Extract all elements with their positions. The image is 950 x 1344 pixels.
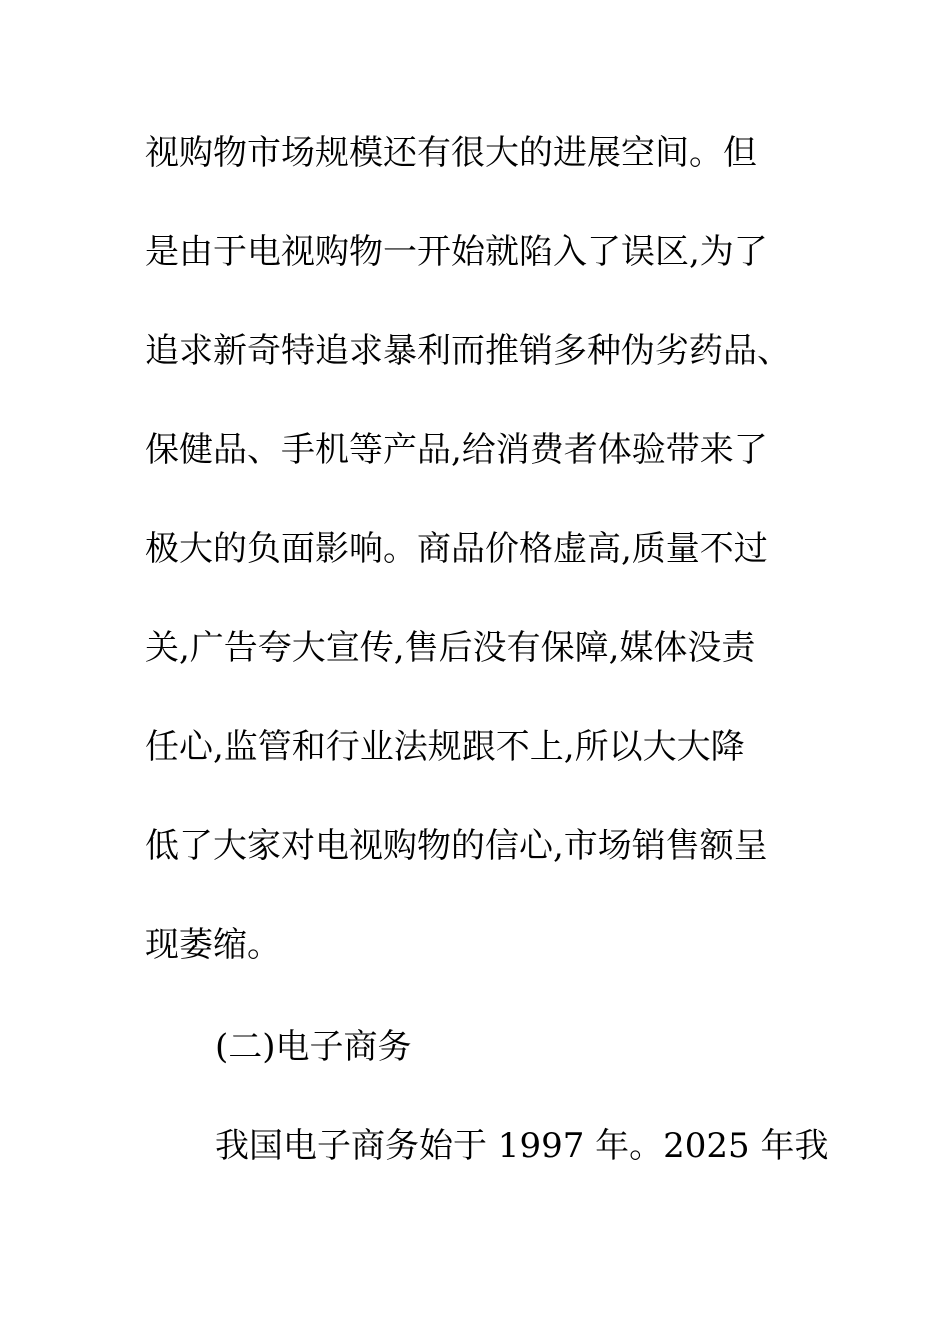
body-text-line: 极大的负面影响。商品价格虚高,质量不过	[145, 529, 768, 569]
body-text-line: 低了大家对电视购物的信心,市场销售额呈	[145, 826, 768, 866]
body-text-line: 追求新奇特追求暴利而推销多种伪劣药品、	[145, 331, 791, 371]
body-text-line: 关,广告夸大宣传,售后没有保障,媒体没责	[145, 628, 756, 668]
body-text-line: 我国电子商务始于 1997 年。2025 年我	[215, 1126, 829, 1166]
body-text-line: 视购物市场规模还有很大的进展空间。但	[145, 133, 757, 173]
section-heading: (二)电子商务	[215, 1027, 412, 1067]
body-text-line: 现萎缩。	[145, 925, 281, 965]
body-text-line: 保健品、手机等产品,给消费者体验带来了	[145, 430, 768, 470]
body-text-line: 任心,监管和行业法规跟不上,所以大大降	[145, 727, 745, 767]
body-text-line: 是由于电视购物一开始就陷入了误区,为了	[145, 232, 768, 272]
